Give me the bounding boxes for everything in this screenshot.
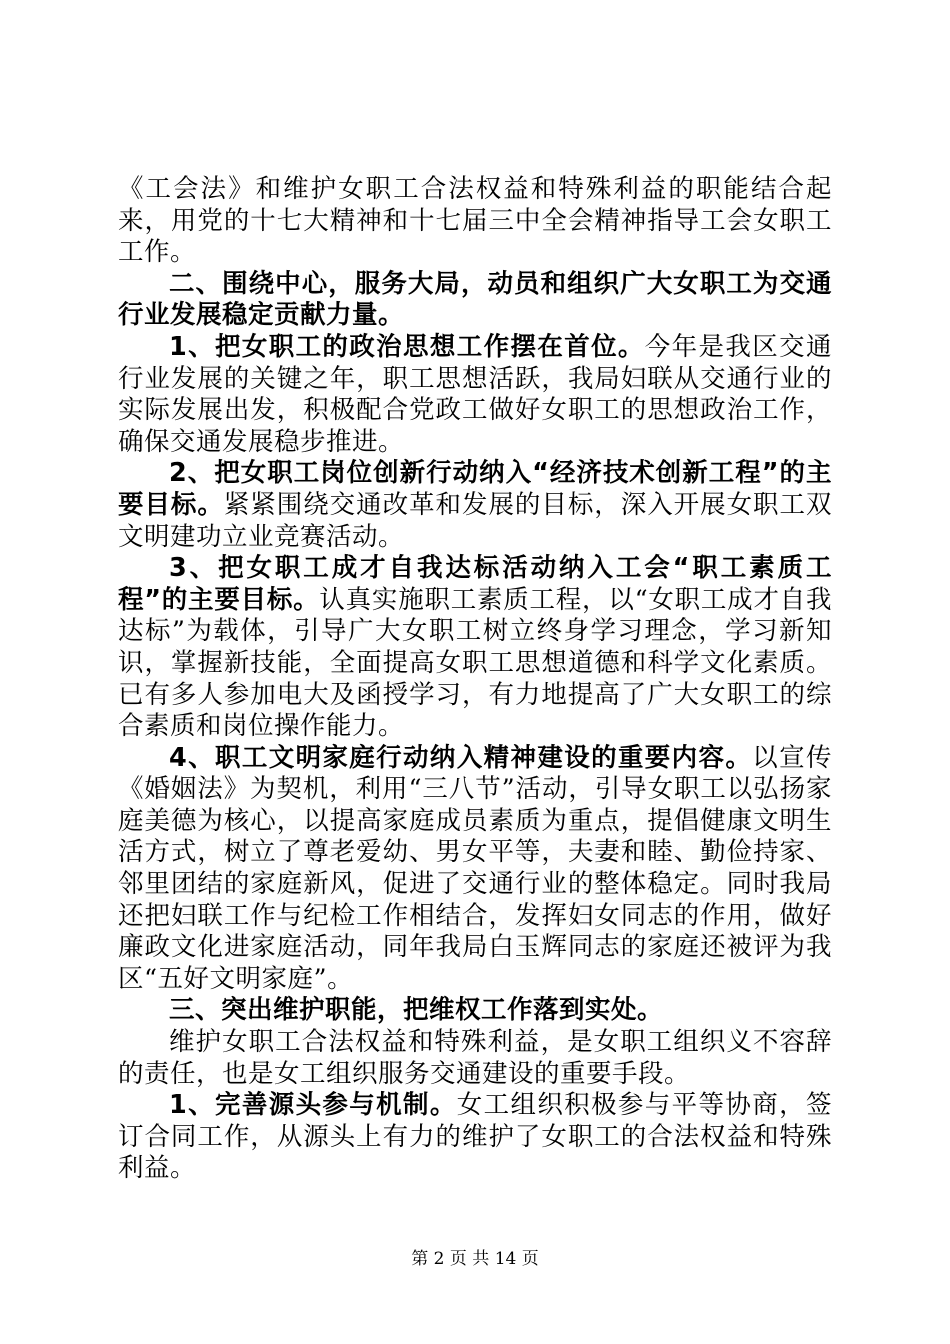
section-heading-3: 三、突出维护职能，把维权工作落到实处。 <box>169 995 664 1026</box>
paragraph-section-3-item-1: 1、完善源头参与机制。女工组织积极参与平等协商，签订合同工作，从源头上有力的维护了女职工的合法权益和特殊利益。 <box>118 1090 832 1184</box>
section-heading-2: 二、围绕中心，服务大局，动员和组织广大女职工为交通行业发展稳定贡献力量。 <box>118 268 832 331</box>
paragraph-item-4: 4、职工文明家庭行动纳入精神建设的重要内容。以宣传《婚姻法》为契机，利用“三八节”活动，引导女职工以弘扬家庭美德为核心，以提高家庭成员素质为重点，提倡健康文明生活方式，树立了尊老爱幼、男女平等，夫妻和睦、勤俭持家、邻里团结的家庭新风，促进了交通行业的整体稳定。同时我局还把妇联工作与纪检工作相结合，发挥妇女同志的作用，做好廉政文化进家庭活动，同年我局白玉辉同志的家庭还被评为我区“五好文明家庭”。 <box>118 742 832 994</box>
document-body <box>118 174 832 1185</box>
page-footer: 第 2 页 共 14 页 <box>411 1249 539 1269</box>
paragraph-item-1: 1、把女职工的政治思想工作摆在首位。今年是我区交通行业发展的关键之年，职工思想活跃，我局妇联从交通行业的实际发展出发，积极配合党政工做好女职工的思想政治工作，确保交通发展稳步推进。 <box>118 331 832 457</box>
paragraph-1: 《工会法》和维护女职工合法权益和特殊利益的职能结合起来，用党的十七大精神和十七届三中全会精神指导工会女职工工作。 <box>118 174 832 268</box>
paragraph-section-3-intro: 维护女职工合法权益和特殊利益，是女职工组织义不容辞的责任，也是女工组织服务交通建设的重要手段。 <box>118 1027 832 1089</box>
paragraph-item-3: 3、把女职工成才自我达标活动纳入工会“职工素质工程”的主要目标。认真实施职工素质工程，以“女职工成才自我达标”为载体，引导广大女职工树立终身学习理念，学习新知识，掌握新技能，全面提高女职工思想道德和科学文化素质。已有多人参加电大及函授学习，有力地提高了广大女职工的综合素质和岗位操作能力。 <box>118 553 832 742</box>
paragraph-item-2: 2、把女职工岗位创新行动纳入“经济技术创新工程”的主要目标。紧紧围绕交通改革和发展的目标，深入开展女职工双文明建功立业竞赛活动。 <box>118 458 832 552</box>
